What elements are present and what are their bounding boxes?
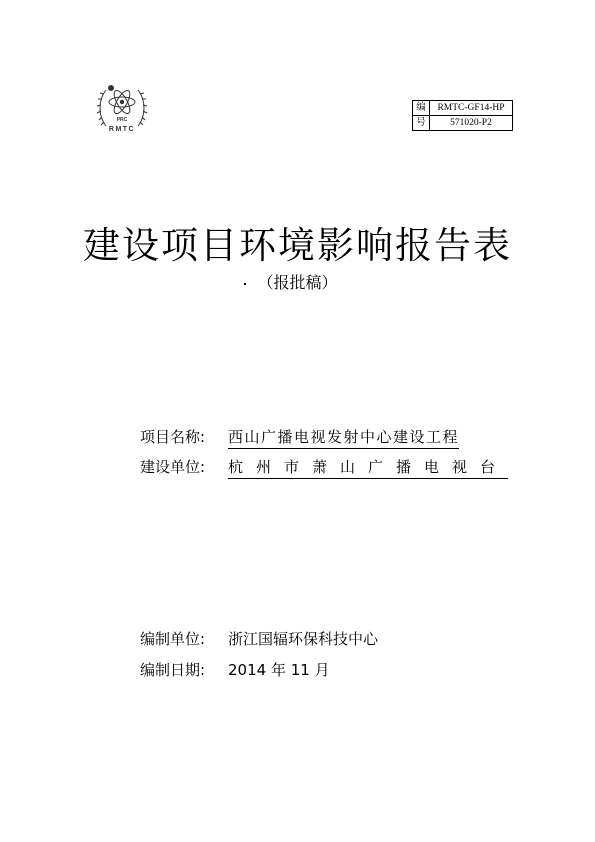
builder-value: 杭州市萧山广播电视台	[228, 456, 508, 479]
code-key: 号	[413, 116, 430, 131]
logo-prc-text: PRC	[116, 117, 128, 123]
document-subtitle: （报批稿）	[257, 273, 338, 292]
builder-row	[140, 456, 509, 479]
compiler-label: 编制单位:	[140, 630, 206, 648]
date-value: 2014 年 11 月	[228, 661, 330, 679]
builder-label: 建设单位:	[140, 458, 206, 476]
logo-rmtc-text: RMTC	[108, 126, 136, 133]
document-code-box	[412, 100, 513, 131]
code-value: RMTC-GF14-HP	[430, 101, 513, 116]
code-row	[413, 101, 513, 116]
date-row	[140, 659, 330, 680]
code-value: 571020-P2	[430, 116, 513, 131]
code-key: 编	[413, 101, 430, 116]
project-name-row	[140, 426, 459, 449]
code-row	[413, 116, 513, 131]
compiler-value: 浙江国辐环保科技中心	[228, 630, 379, 648]
project-name-value: 西山广播电视发射中心建设工程	[228, 426, 459, 449]
project-name-label: 项目名称:	[140, 428, 206, 446]
atom-emblem-icon	[92, 78, 152, 138]
document-title: 建设项目环境影响报告表	[83, 224, 512, 267]
date-label: 编制日期:	[140, 661, 206, 679]
compiler-row	[140, 628, 378, 649]
